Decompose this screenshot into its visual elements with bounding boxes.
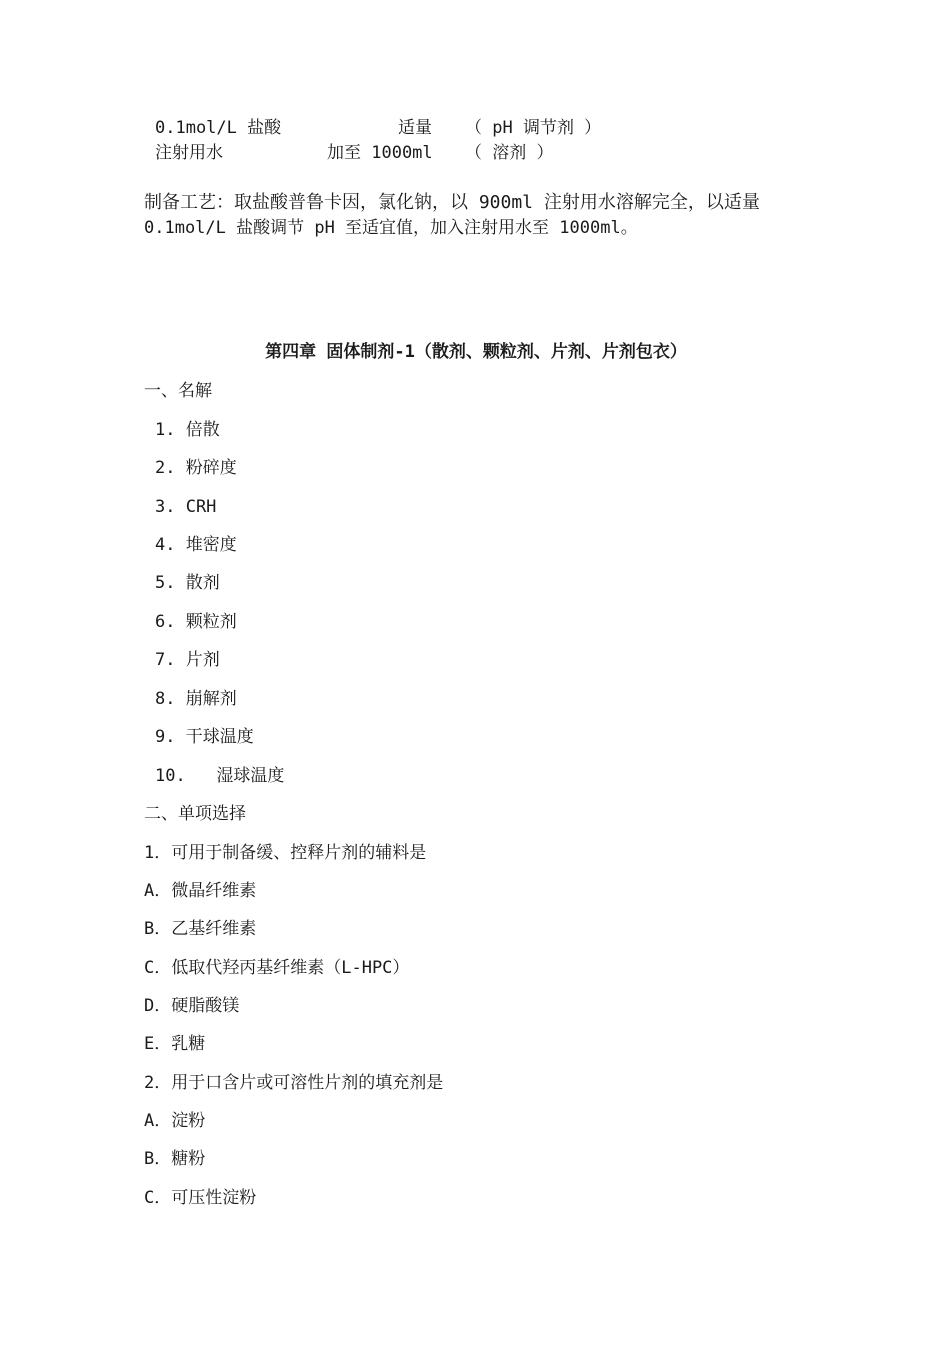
term-item: 2. 粉碎度 (155, 458, 237, 478)
term-item: 4. 堆密度 (155, 535, 237, 555)
term-item: 1. 倍散 (155, 420, 220, 440)
answer-option: C．可压性淀粉 (144, 1188, 257, 1208)
formula-row-1-name: 0.1mol/L 盐酸 (155, 118, 282, 138)
chapter-title: 第四章 固体制剂-1（散剂、颗粒剂、片剂、片剂包衣） (265, 342, 687, 362)
term-item: 6. 颗粒剂 (155, 612, 237, 632)
formula-row-1-amount: 适量 (398, 118, 432, 138)
term-item: 10. 湿球温度 (155, 766, 285, 786)
answer-option: A．微晶纤维素 (144, 881, 257, 901)
term-item: 8. 崩解剂 (155, 689, 237, 709)
answer-option: D．硬脂酸镁 (144, 996, 240, 1016)
question-stem: 2．用于口含片或可溶性片剂的填充剂是 (144, 1073, 444, 1093)
answer-option: E．乳糖 (144, 1034, 206, 1054)
process-line-2: 0.1mol/L 盐酸调节 pH 至适宜值，加入注射用水至 1000ml。 (144, 218, 638, 238)
answer-option: B．乙基纤维素 (144, 919, 257, 939)
term-item: 5. 散剂 (155, 573, 220, 593)
answer-option: B．糖粉 (144, 1149, 206, 1169)
term-item: 9. 干球温度 (155, 727, 254, 747)
term-item: 3. CRH (155, 497, 217, 517)
answer-option: C．低取代羟丙基纤维素（L-HPC） (144, 958, 410, 978)
section2-title: 二、单项选择 (144, 804, 246, 824)
formula-row-2-role: （ 溶剂 ） (465, 143, 554, 163)
formula-row-1-role: （ pH 调节剂 ） (465, 118, 602, 138)
formula-row-2-name: 注射用水 (155, 143, 223, 163)
question-stem: 1．可用于制备缓、控释片剂的辅料是 (144, 843, 427, 863)
formula-row-2-amount: 加至 1000ml (327, 143, 433, 163)
section1-title: 一、名解 (144, 381, 212, 401)
answer-option: A．淀粉 (144, 1111, 206, 1131)
process-line-1: 制备工艺：取盐酸普鲁卡因，氯化钠，以 900ml 注射用水溶解完全，以适量 (144, 192, 760, 213)
term-item: 7. 片剂 (155, 650, 220, 670)
